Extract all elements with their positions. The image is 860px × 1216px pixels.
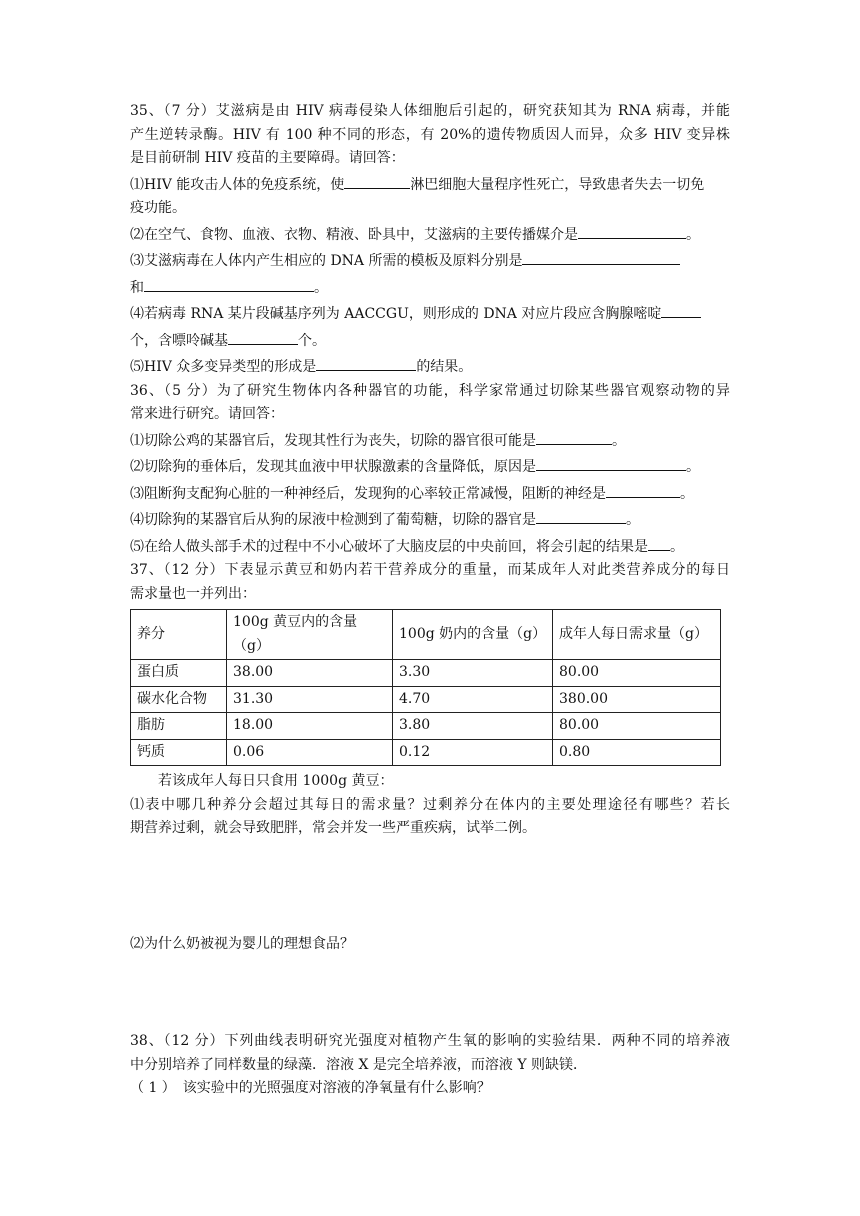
q36-part-4 [130,506,730,533]
question-35 [130,100,730,380]
q37-intro-line: 需求量也一并列出： [130,585,256,602]
answer-blank[interactable] [661,300,701,318]
question-37 [130,559,730,1030]
q35-part-1 [130,171,730,198]
q35-p1-text: ⑴HIV 能攻击人体的免疫系统，使 [130,176,345,193]
table-cell: 钙质 [131,739,227,766]
answer-blank[interactable] [578,221,686,239]
q38-intro-line: 中分别培养了同样数量的绿藻．溶液 X 是完全培养液，而溶液 Y 则缺镁． [130,1056,588,1073]
answer-space[interactable] [130,956,730,1030]
table-header-row [131,610,721,660]
table-cell: 4.70 [393,686,553,713]
q35-p4-end: 个。 [298,332,326,349]
table-header: 成年人每日需求量（g） [553,610,721,660]
table-row [131,713,721,740]
table-row [131,686,721,713]
table-cell: 0.12 [393,739,553,766]
table-cell: 31.30 [227,686,393,713]
q38-intro-line: 38、（12 分）下列曲线表明研究光强度对植物产生氧的影响的实验结果．两种不同的培养液 [130,1033,730,1049]
exam-content [130,100,730,1101]
q35-part-3-cont [130,274,730,301]
table-header: 100g 奶内的含量（g） [393,610,553,660]
answer-blank[interactable] [536,427,612,445]
q36-part-3 [130,480,730,507]
q37-condition: 若该成年人每日只食用 1000g 黄豆： [158,773,394,789]
q37-part-1: ⑴表中哪几种养分会超过其每日的需求量？过剩养分在体内的主要处理途径有哪些？若长 [130,796,730,813]
q35-part-3 [130,247,730,274]
table-cell: 蛋白质 [131,660,227,687]
q36-p5-end: 。 [670,538,684,555]
table-cell: 0.80 [553,739,721,766]
answer-blank[interactable] [344,171,410,189]
question-38 [130,1030,730,1101]
q36-p4-end: 。 [626,512,640,528]
q37-intro-line: 37、（12 分）下表显示黄豆和奶内若干营养成分的重量，而某成年人对此类营养成分的每日 [130,562,730,578]
q35-p1-cont: 疫功能。 [130,200,186,216]
answer-blank[interactable] [316,353,416,371]
q35-intro-line: 35、（7 分）艾滋病是由 HIV 病毒侵染人体细胞后引起的，研究获知其为 RNA 病毒，并能 [130,103,730,119]
q36-p2-end: 。 [686,459,700,475]
q35-p5-text: ⑸HIV 众多变异类型的形成是 [130,359,317,375]
q35-p3-text: ⑶艾滋病毒在人体内产生相应的 DNA 所需的模板及原料分别是 [130,253,523,269]
table-row [131,739,721,766]
q36-intro-line: 常来进行研究。请回答： [130,406,284,422]
table-cell: 38.00 [227,660,393,687]
q38-part-1: （ 1 ） 该实验中的光照强度对溶液的净氧量有什么影响？ [130,1080,491,1096]
table-cell: 0.06 [227,739,393,766]
table-row [131,660,721,687]
q37-part-2: ⑵为什么奶被视为婴儿的理想食品？ [130,935,354,952]
q35-p3-end: 。 [314,279,328,296]
q35-p3-and: 和 [130,279,144,296]
q35-part-4-cont [130,327,730,354]
table-header: 100g 黄豆内的含量（g） [227,610,393,660]
question-36 [130,380,730,560]
answer-space[interactable] [130,841,730,933]
answer-blank[interactable] [228,327,298,345]
q35-p2-end: 。 [686,226,700,243]
answer-blank[interactable] [536,506,626,524]
q36-p3-text: ⑶阻断狗支配狗心脏的一种神经后，发现狗的心率较正常减慢，阻断的神经是 [130,485,606,502]
table-cell: 80.00 [553,713,721,740]
q36-part-1 [130,427,730,454]
answer-blank[interactable] [536,453,686,471]
q36-part-5 [130,533,730,560]
q35-p4-text: 个，含嘌呤碱基 [130,332,228,349]
q36-p3-end: 。 [680,485,694,502]
answer-blank[interactable] [606,480,680,498]
q36-part-2 [130,453,730,480]
q35-intro-line: 产生逆转录酶。HIV 有 100 种不同的形态，有 20%的遗传物质因人而异，众多 HIV 变异株 [130,126,730,143]
answer-blank[interactable] [522,247,680,265]
q36-p1-text: ⑴切除公鸡的某器官后，发现其性行为丧失，切除的器官很可能是 [130,432,536,449]
q36-p1-end: 。 [612,432,626,449]
q35-p1-text: 淋巴细胞大量程序性死亡，导致患者失去一切免 [410,176,705,193]
q35-p2-text: ⑵在空气、食物、血液、衣物、精液、卧具中，艾滋病的主要传播媒介是 [130,226,578,243]
table-cell: 380.00 [553,686,721,713]
q35-p4-text: ⑷若病毒 RNA 某片段碱基序列为 AACCGU，则形成的 DNA 对应片段应含胸腺嘧啶 [130,306,662,322]
answer-blank[interactable] [144,274,314,292]
q36-p5-text: ⑸在给人做头部手术的过程中不小心破坏了大脑皮层的中央前回，将会引起的结果是 [130,538,648,555]
answer-blank[interactable] [648,533,670,551]
q35-p5-end: 的结果。 [416,359,473,375]
table-header: 养分 [131,610,227,660]
table-cell: 80.00 [553,660,721,687]
q36-p2-text: ⑵切除狗的垂体后，发现其血液中甲状腺激素的含量降低，原因是 [130,459,536,475]
q36-p4-text: ⑷切除狗的某器官后从狗的尿液中检测到了葡萄糖，切除的器官是 [130,512,536,528]
table-cell: 碳水化合物 [131,686,227,713]
q35-part-4 [130,300,730,327]
q37-part-1-cont: 期营养过剩，就会导致肥胖，常会并发一些严重疾病，试举二例。 [130,820,536,836]
q35-part-5 [130,353,730,380]
q35-intro-line: 是目前研制 HIV 疫苗的主要障碍。请回答： [130,150,405,166]
table-cell: 18.00 [227,713,393,740]
q35-part-2 [130,221,730,248]
q36-intro-line: 36、（5 分）为了研究生物体内各种器官的功能，科学家常通过切除某些器官观察动物的异 [130,382,730,399]
table-cell: 3.80 [393,713,553,740]
table-cell: 3.30 [393,660,553,687]
table-cell: 脂肪 [131,713,227,740]
nutrition-table [130,609,721,766]
